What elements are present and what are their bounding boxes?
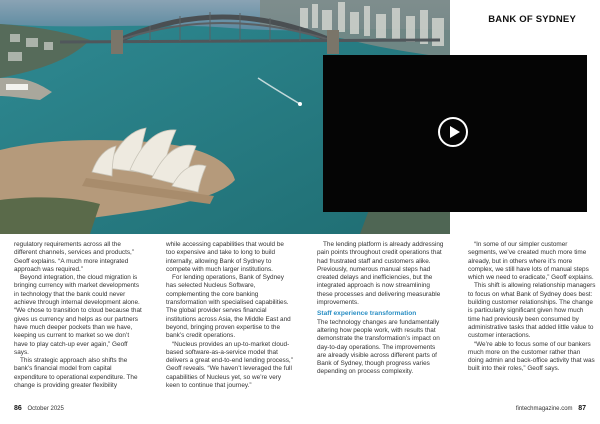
- paragraph: For lending operations, Bank of Sydney has selected Nucleus Software, complementing the core banking transformation with specialised capabilities. The global provider serves financial institutions across Asia, the Middle East and beyond, bringing proven expertise to the bank’s credit operations.: [166, 274, 291, 340]
- video-player[interactable]: [323, 55, 587, 212]
- paragraph: The technology changes are fundamentally altering how people work, with results that demonstrate the transformation’s impact on day-to-day operations. The improvements are already visible across different parts of Bank of Sydney, though progress varies depending on process complexity.: [317, 318, 440, 376]
- paragraph: regulatory requirements across all the different channels, services and products,” Geoff explains. “A much more integrated approach was required.”: [14, 241, 134, 273]
- play-icon[interactable]: [438, 117, 468, 147]
- page-number-left: 86: [14, 405, 22, 412]
- paragraph: The lending platform is already addressing pain points throughout credit operations that had frustrated staff and customers alike. Previously, numerous manual steps had created delays and inefficiencies, but the integrated approach is now streamlining these processes and delivering measurable improvements.: [317, 241, 444, 307]
- page-number-right: 87: [578, 405, 586, 412]
- site-link[interactable]: fintechmagazine.com: [515, 406, 573, 412]
- footer-left: [14, 405, 64, 412]
- article-column-2: [166, 241, 294, 390]
- paragraph: “Nucleus provides an up-to-market cloud-based software-as-a-service model that delivers a great end-to-end lending process,” Geoff reveals. “We haven’t leveraged the full capabilities of Nucleus yet, so we’re very keen to continue that journey.”: [166, 340, 293, 390]
- paragraph: Beyond integration, the cloud migration is bringing currency with market developments in technology that the bank could never achieve through internal development alone. “We chose to transition to cloud because that gives us currency and helps as our partners have much deeper pockets than we have, keeping us current to market so we don’t have to play catch-up ever again,” Geoff says.: [14, 274, 142, 356]
- paragraph: This shift is allowing relationship managers to focus on what Bank of Sydney does best: building customer relationships. The change is particularly significant given how much time had previously been consumed by administrative tasks that added little value to customer interactions.: [468, 282, 596, 340]
- paragraph: while accessing capabilities that would be too expensive and take to long to build internally, allowing Bank of Sydney to compete with much larger institutions.: [166, 241, 284, 273]
- footer-right: [516, 405, 586, 412]
- article-column-3: [317, 241, 445, 377]
- article-column-4: [468, 241, 596, 374]
- brand-header: BANK OF SYDNEY: [488, 14, 576, 25]
- paragraph: “In some of our simpler customer segments, we’ve created much more time already, but in others where it’s more complex, we still have lots of manual steps which we need to eradicate,” Geoff explains.: [468, 241, 594, 282]
- article-column-1: [14, 241, 142, 390]
- paragraph: This strategic approach also shifts the bank’s financial model from capital expenditure to operational expenditure. The change is providing greater flexibility: [14, 357, 138, 390]
- issue-date: October 2025: [27, 406, 64, 412]
- section-subheading: Staff experience transformation: [317, 310, 417, 318]
- paragraph: “We’re able to focus some of our bankers much more on the customer rather than doing admin and back-office activity that was built into their roles,” Geoff says.: [468, 340, 595, 373]
